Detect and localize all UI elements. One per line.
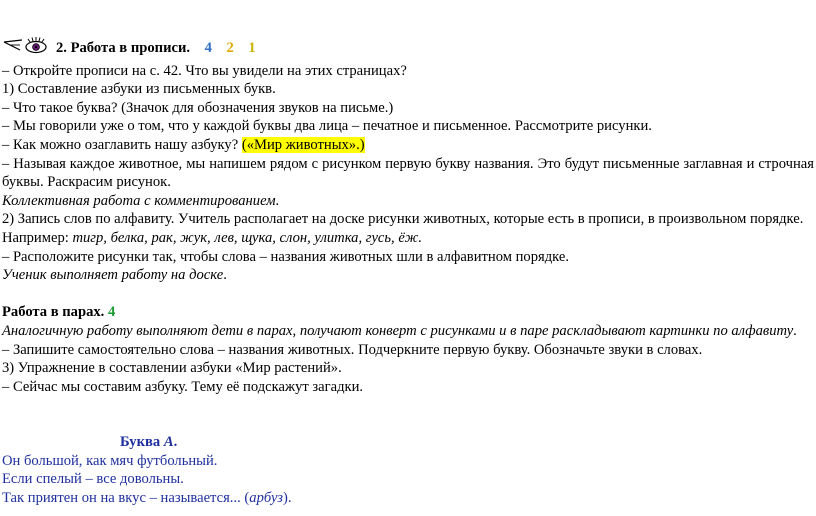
pointer-arrow-icon-shape xyxy=(4,40,22,50)
example-words: тигр, белка, рак, жук, лев, щука, слон, улитка, гусь, ёж. xyxy=(72,229,423,246)
pupil-end: . xyxy=(223,267,227,284)
text-line-write: – Запишите самостоятельно слова – названия животных. Подчеркните первую букву. Обозначьте звуки в словах. xyxy=(2,341,703,358)
num-4: 4 xyxy=(204,40,212,56)
num-2: 2 xyxy=(226,40,234,56)
text-line-title-question xyxy=(2,136,814,155)
riddle-line-1: Он большой, как мяч футбольный. xyxy=(2,452,218,469)
example-label: Например: xyxy=(2,229,73,246)
collective-end: . xyxy=(275,192,280,209)
text-para-naming: – Называя каждое животное, мы напишем рядом с рисунком первую букву названия. Это будут письменные заглавная и строчная буквы. Раскрасим рисунок. xyxy=(2,155,814,191)
text-line-letter: – Что такое буква? (Значок для обозначения звуков на письме.) xyxy=(2,99,394,116)
riddle-title xyxy=(2,433,814,452)
num-1: 1 xyxy=(248,40,256,56)
riddle-line-3-post: ). xyxy=(283,490,292,507)
collective-text: Коллективная работа с комментированием xyxy=(2,192,276,209)
pairs-desc-text: Аналогичную работу выполняют дети в парах, получают конверт с рисунками и в паре раскладывают картинки по алфавиту xyxy=(2,322,794,339)
pairs-heading-line xyxy=(2,303,814,322)
section-heading: 2. Работа в прописи. xyxy=(56,40,191,56)
document-body xyxy=(2,36,814,508)
text-line-arrange: – Расположите рисунки так, чтобы слова – названия животных шли в алфавитном порядке. xyxy=(2,248,569,265)
riddle-title-letter: А xyxy=(163,434,174,451)
riddle-title-end: . xyxy=(173,434,178,451)
text-para-alphabet: 2) Запись слов по алфавиту. Учитель располагает на доске рисунки животных, которые есть в прописи, в произвольном порядке. xyxy=(2,211,804,228)
text-line-compose: 1) Составление азбуки из письменных букв. xyxy=(2,81,276,98)
eye-icon xyxy=(26,37,46,53)
text-line-plants: 3) Упражнение в составлении азбуки «Мир растений». xyxy=(2,360,342,377)
pairs-description xyxy=(2,322,814,341)
riddle-line-3 xyxy=(2,489,814,508)
text-line-collective xyxy=(2,192,814,211)
spacer-large xyxy=(2,396,814,433)
title-answer-highlight: («Мир животных».) xyxy=(241,136,365,153)
text-line-faces: – Мы говорили уже о том, что у каждой буквы два лица – печатное и письменное. Рассмотрите рисунки. xyxy=(2,118,652,135)
spacer xyxy=(2,285,814,304)
section-heading-line xyxy=(2,36,814,62)
title-question: – Как можно озаглавить нашу азбуку? xyxy=(2,136,242,153)
riddle-title-prefix: Буква xyxy=(120,434,164,451)
pairs-desc-end: . xyxy=(793,322,797,339)
pairs-num: 4 xyxy=(107,304,116,321)
text-line-riddles: – Сейчас мы составим азбуку. Тему её подскажут загадки. xyxy=(2,378,364,395)
pairs-heading: Работа в парах. xyxy=(2,304,105,321)
text-line-open: – Откройте прописи на с. 42. Что вы увидели на этих страницах? xyxy=(2,62,407,79)
heading-icons xyxy=(2,36,50,62)
text-line-example xyxy=(2,229,814,248)
riddle-line-3-pre: Так приятен он на вкус – называется... ( xyxy=(2,490,250,507)
riddle-line-2: Если спелый – все довольны. xyxy=(2,471,184,488)
pupil-text: Ученик выполняет работу на доске xyxy=(2,267,224,284)
text-line-pupil xyxy=(2,266,814,285)
riddle-answer: арбуз xyxy=(249,490,283,507)
pointer-arrow-icon xyxy=(2,36,50,56)
